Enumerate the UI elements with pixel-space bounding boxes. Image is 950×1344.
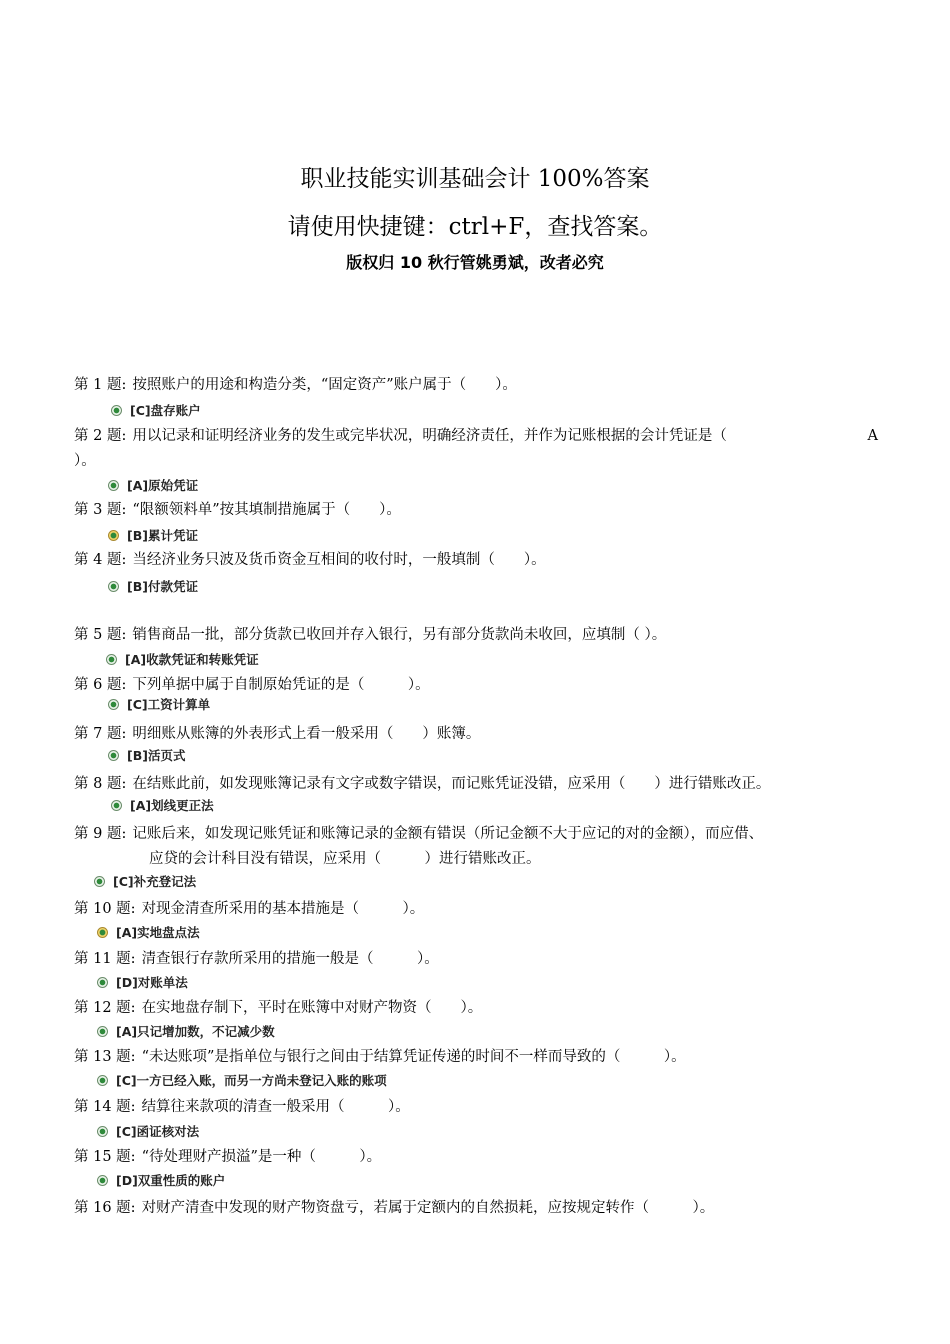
selected-radio-icon (108, 530, 119, 541)
document-subtitle: 请使用快捷键：ctrl+F，查找答案。 (287, 214, 663, 240)
question-15: 第 15 题: “待处理财产损溢”是一种（ ）。 (74, 1149, 382, 1165)
selected-radio-icon (97, 1175, 108, 1186)
answer-9: [C]补充登记法 (94, 872, 196, 890)
question-2-continued: ）。 (74, 453, 96, 469)
document-title: 职业技能实训基础会计 100%答案 (300, 166, 650, 192)
question-9: 第 9 题: 记账后来，如发现记账凭证和账簿记录的金额有错误（所记金额不大于应记的对的金额），而应借、 (74, 826, 764, 842)
question-9-continued: 应贷的会计科目没有错误，应采用（ ）进行错账改正。 (149, 851, 541, 867)
question-8: 第 8 题: 在结账此前，如发现账簿记录有文字或数字错误，而记账凭证没错，应采用（ ）进行错账改正。 (74, 776, 771, 792)
selected-radio-icon (97, 1075, 108, 1086)
question-2: 第 2 题: 用以记录和证明经济业务的发生或完毕状况，明确经济责任，并作为记账根据的会计凭证是（ A (74, 428, 878, 444)
selected-radio-icon (97, 927, 108, 938)
answer-12: [A]只记增加数，不记减少数 (97, 1022, 275, 1040)
question-5: 第 5 题: 销售商品一批，部分货款已收回并存入银行，另有部分货款尚未收回，应填制（ ）。 (74, 627, 667, 643)
answer-10: [A]实地盘点法 (97, 923, 200, 941)
selected-radio-icon (97, 1026, 108, 1037)
selected-radio-icon (108, 480, 119, 491)
answer-14: [C]函证核对法 (97, 1122, 199, 1140)
selected-radio-icon (111, 405, 122, 416)
selected-radio-icon (108, 699, 119, 710)
question-10: 第 10 题: 对现金清查所采用的基本措施是（ ）。 (74, 901, 425, 917)
question-14: 第 14 题: 结算往来款项的清查一般采用（ ）。 (74, 1099, 410, 1115)
answer-15: [D]双重性质的账户 (97, 1171, 225, 1189)
question-4: 第 4 题: 当经济业务只波及货币资金互相间的收付时，一般填制（ ）。 (74, 552, 546, 568)
copyright-notice: 版权归 10 秋行管姚勇斌，改者必究 (346, 253, 604, 272)
answer-4: [B]付款凭证 (108, 577, 198, 595)
question-3: 第 3 题: “限额领料单”按其填制措施属于（ ）。 (74, 502, 401, 518)
question-16: 第 16 题: 对财产清查中发现的财产物资盘亏，若属于定额内的自然损耗，应按规定转作（ ）。 (74, 1200, 715, 1216)
answer-8: [A]划线更正法 (111, 796, 214, 814)
question-1: 第 1 题: 按照账户的用途和构造分类，“固定资产”账户属于（ ）。 (74, 377, 517, 393)
selected-radio-icon (94, 876, 105, 887)
selected-radio-icon (106, 654, 117, 665)
selected-radio-icon (111, 800, 122, 811)
answer-letter: A (867, 428, 878, 444)
question-13: 第 13 题: “未达账项”是指单位与银行之间由于结算凭证传递的时间不一样而导致的（ ）。 (74, 1049, 686, 1065)
answer-6: [C]工资计算单 (108, 695, 210, 713)
selected-radio-icon (108, 581, 119, 592)
answer-3: [B]累计凭证 (108, 526, 198, 544)
answer-2: [A]原始凭证 (108, 476, 198, 494)
question-12: 第 12 题: 在实地盘存制下，平时在账簿中对财产物资（ ）。 (74, 1000, 483, 1016)
answer-5: [A]收款凭证和转账凭证 (106, 650, 259, 668)
selected-radio-icon (108, 750, 119, 761)
selected-radio-icon (97, 977, 108, 988)
answer-13: [C]一方已经入账，而另一方尚未登记入账的账项 (97, 1071, 387, 1089)
question-6: 第 6 题: 下列单据中属于自制原始凭证的是（ ）。 (74, 677, 430, 693)
selected-radio-icon (97, 1126, 108, 1137)
answer-11: [D]对账单法 (97, 973, 188, 991)
answer-7: [B]活页式 (108, 746, 185, 764)
answer-1: [C]盘存账户 (111, 401, 201, 419)
question-11: 第 11 题: 清查银行存款所采用的措施一般是（ ）。 (74, 951, 439, 967)
question-7: 第 7 题: 明细账从账簿的外表形式上看一般采用（ ）账簿。 (74, 726, 481, 742)
